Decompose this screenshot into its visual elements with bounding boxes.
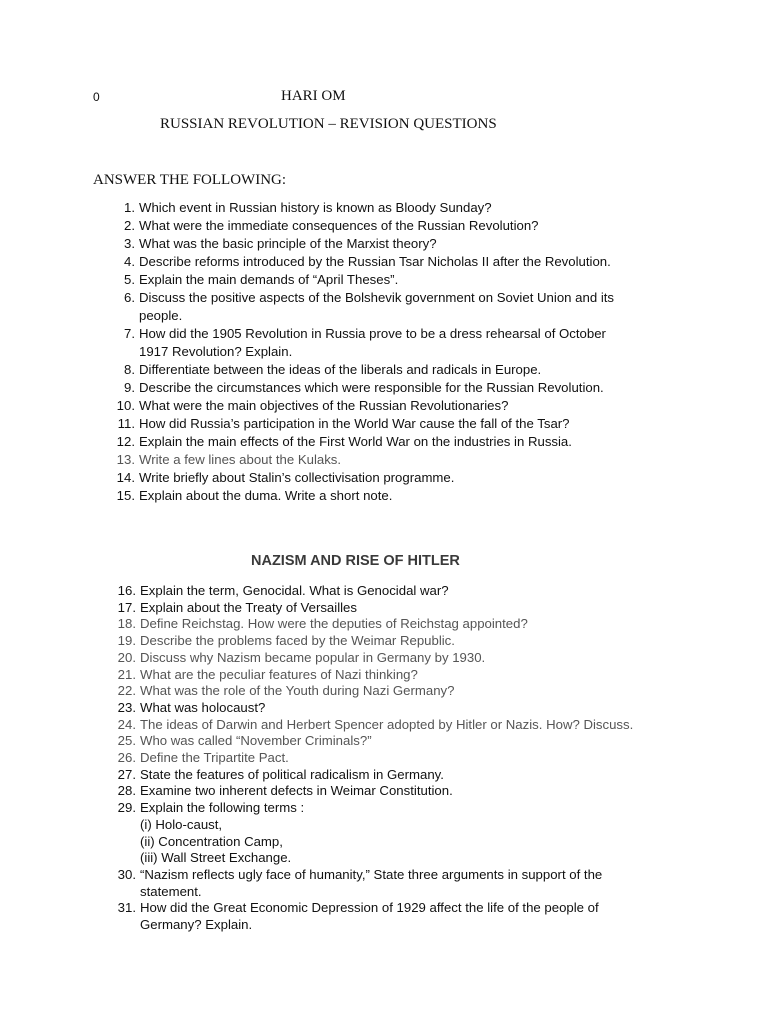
question-number: 27. xyxy=(117,766,136,782)
question-item xyxy=(115,469,675,487)
question-text: How did Russia’s participation in the World War cause the fall of the Tsar? xyxy=(139,416,570,431)
question-item xyxy=(115,867,685,900)
question-text: Explain the main demands of “April Theses”. xyxy=(139,272,399,287)
question-text: people. xyxy=(139,308,183,323)
question-text: How did the Great Economic Depression of 1929 affect the life of the people of xyxy=(140,900,599,916)
question-item xyxy=(115,900,685,933)
question-item xyxy=(115,600,685,617)
question-item xyxy=(115,235,675,253)
question-item xyxy=(115,451,675,469)
question-number: 10. xyxy=(116,398,135,413)
question-number: 28. xyxy=(117,783,136,799)
question-number: 9. xyxy=(124,380,135,395)
question-number: 12. xyxy=(116,434,135,449)
question-text: Write a few lines about the Kulaks. xyxy=(139,452,342,467)
question-text: What were the main objectives of the Russian Revolutionaries? xyxy=(139,398,509,413)
question-number: 22. xyxy=(117,683,136,699)
question-number: 19. xyxy=(117,633,136,649)
question-item xyxy=(115,667,685,684)
question-text: (ii) Concentration Camp, xyxy=(140,833,283,849)
question-number: 18. xyxy=(117,616,136,632)
question-number: 3. xyxy=(124,236,135,251)
question-list-russian-revolution xyxy=(115,199,675,505)
question-number: 7. xyxy=(124,326,135,341)
question-item xyxy=(115,433,675,451)
question-item xyxy=(115,325,675,361)
question-item xyxy=(115,271,675,289)
question-item xyxy=(115,717,685,734)
question-item xyxy=(115,800,685,867)
question-text: The ideas of Darwin and Herbert Spencer adopted by Hitler or Nazis. How? Discuss. xyxy=(140,716,634,732)
question-number: 8. xyxy=(124,362,135,377)
question-text: Who was called “November Criminals?” xyxy=(140,733,372,749)
question-item xyxy=(115,650,685,667)
question-item xyxy=(115,783,685,800)
question-text: Describe the circumstances which were responsible for the Russian Revolution. xyxy=(139,380,604,395)
question-number: 15. xyxy=(116,488,135,503)
question-number: 14. xyxy=(116,470,135,485)
question-item xyxy=(115,217,675,235)
question-text: State the features of political radicalism in Germany. xyxy=(140,766,444,782)
question-number: 17. xyxy=(117,599,136,615)
question-item xyxy=(115,487,675,505)
question-number: 16. xyxy=(117,583,136,598)
question-text: Explain the term, Genocidal. What is Genocidal war? xyxy=(140,583,449,598)
question-text: What are the peculiar features of Nazi thinking? xyxy=(140,666,418,682)
page-subtitle: RUSSIAN REVOLUTION – REVISION QUESTIONS xyxy=(160,116,497,132)
question-item xyxy=(115,633,685,650)
question-number: 2. xyxy=(124,218,135,233)
question-number: 29. xyxy=(117,800,136,816)
question-item xyxy=(115,415,675,433)
question-item xyxy=(115,289,675,325)
question-text: Define Reichstag. How were the deputies of Reichstag appointed? xyxy=(140,616,528,632)
question-text: Explain the following terms : xyxy=(140,800,305,816)
question-number: 25. xyxy=(117,733,136,749)
question-number: 31. xyxy=(117,900,136,916)
question-text: Differentiate between the ideas of the liberals and radicals in Europe. xyxy=(139,362,542,377)
question-text: “Nazism reflects ugly face of humanity,” State three arguments in support of the xyxy=(140,866,603,882)
question-text: What was the basic principle of the Marxist theory? xyxy=(139,236,437,251)
question-item xyxy=(115,733,685,750)
question-text: Explain about the duma. Write a short note. xyxy=(139,488,393,503)
question-number: 24. xyxy=(117,716,136,732)
question-text: Discuss the positive aspects of the Bolshevik government on Soviet Union and its xyxy=(139,290,615,305)
page-title: HARI OM xyxy=(281,88,346,104)
question-item xyxy=(115,750,685,767)
question-text: (iii) Wall Street Exchange. xyxy=(140,850,292,866)
question-text: How did the 1905 Revolution in Russia prove to be a dress rehearsal of October xyxy=(139,326,606,341)
question-text: Germany? Explain. xyxy=(140,917,253,933)
question-item xyxy=(115,683,685,700)
question-number: 13. xyxy=(116,452,135,467)
section-heading: NAZISM AND RISE OF HITLER xyxy=(251,553,460,569)
question-number: 21. xyxy=(117,666,136,682)
question-list-nazism xyxy=(115,583,685,934)
question-number: 20. xyxy=(117,649,136,665)
question-text: Describe the problems faced by the Weimar Republic. xyxy=(140,633,455,649)
question-text: 1917 Revolution? Explain. xyxy=(139,344,293,359)
question-item xyxy=(115,700,685,717)
question-text: Write briefly about Stalin’s collectivisation programme. xyxy=(139,470,455,485)
question-text: (i) Holo-caust, xyxy=(140,816,223,832)
question-item xyxy=(115,199,675,217)
question-number: 23. xyxy=(117,699,136,715)
question-item xyxy=(115,583,685,600)
question-item xyxy=(115,361,675,379)
question-text: What was the role of the Youth during Nazi Germany? xyxy=(140,683,455,699)
question-text: Which event in Russian history is known as Bloody Sunday? xyxy=(139,200,492,215)
question-item xyxy=(115,616,685,633)
question-number: 1. xyxy=(124,200,135,215)
question-text: Examine two inherent defects in Weimar Constitution. xyxy=(140,783,453,799)
question-item xyxy=(115,379,675,397)
question-number: 5. xyxy=(124,272,135,287)
question-number: 11. xyxy=(117,416,135,431)
question-item xyxy=(115,397,675,415)
question-text: Define the Tripartite Pact. xyxy=(140,750,289,766)
question-text: Explain about the Treaty of Versailles xyxy=(140,599,357,615)
question-text: Explain the main effects of the First World War on the industries in Russia. xyxy=(139,434,572,449)
question-item xyxy=(115,253,675,271)
question-number: 4. xyxy=(124,254,135,269)
question-number: 26. xyxy=(117,750,136,766)
question-text: Describe reforms introduced by the Russian Tsar Nicholas II after the Revolution. xyxy=(139,254,611,269)
question-number: 6. xyxy=(124,290,135,305)
question-item xyxy=(115,767,685,784)
page-number: 0 xyxy=(93,90,100,104)
question-text: What was holocaust? xyxy=(140,699,266,715)
instruction-text: ANSWER THE FOLLOWING: xyxy=(93,172,287,188)
question-text: Discuss why Nazism became popular in Germany by 1930. xyxy=(140,649,486,665)
question-text: What were the immediate consequences of the Russian Revolution? xyxy=(139,218,539,233)
question-number: 30. xyxy=(117,866,136,882)
question-text: statement. xyxy=(140,883,202,899)
